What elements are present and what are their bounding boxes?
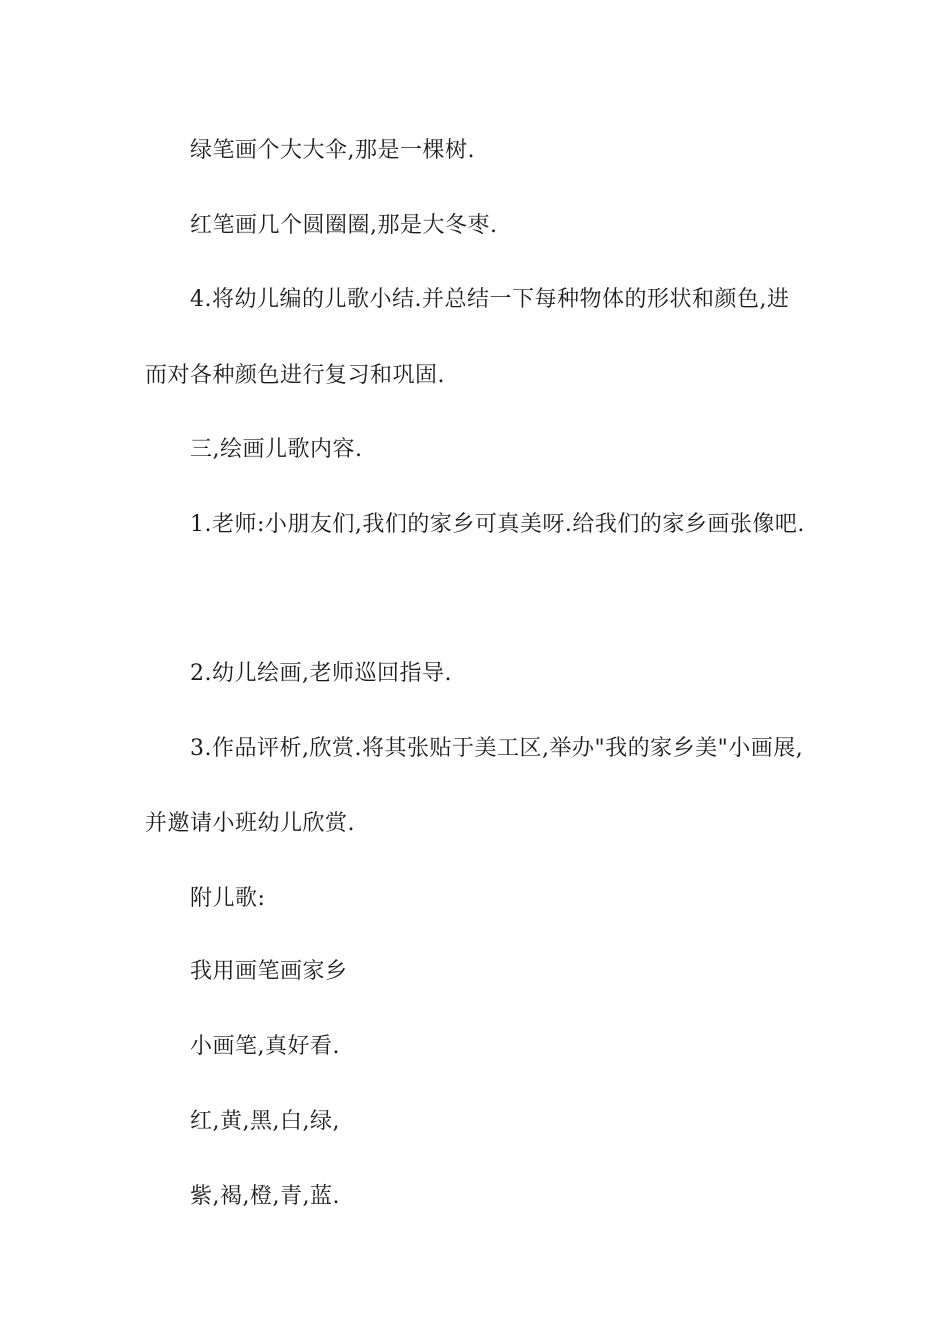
paragraph-line: 2.幼儿绘画,老师巡回指导.	[190, 661, 452, 686]
paragraph-line: 4.将幼儿编的儿歌小结.并总结一下每种物体的形状和颜色,进	[190, 287, 790, 312]
paragraph-line: 而对各种颜色进行复习和巩固.	[145, 363, 445, 388]
paragraph-line: 3.作品评析,欣赏.将其张贴于美工区,举办"我的家乡美"小画展,	[190, 736, 804, 761]
paragraph-line: 并邀请小班幼儿欣赏.	[145, 811, 355, 836]
paragraph-line: 1.老师:小朋友们,我们的家乡可真美呀.给我们的家乡画张像吧.	[190, 512, 805, 537]
poem-line: 小画笔,真好看.	[190, 1034, 340, 1059]
appendix-heading: 附儿歌:	[190, 886, 266, 911]
poem-line: 紫,褐,橙,青,蓝.	[190, 1184, 340, 1209]
poem-line: 红,黄,黑,白,绿,	[190, 1109, 340, 1134]
section-heading: 三,绘画儿歌内容.	[190, 437, 363, 462]
paragraph-line: 红笔画几个圆圈圈,那是大冬枣.	[190, 213, 498, 238]
paragraph-line: 绿笔画个大大伞,那是一棵树.	[190, 138, 475, 163]
poem-title: 我用画笔画家乡	[190, 959, 348, 984]
